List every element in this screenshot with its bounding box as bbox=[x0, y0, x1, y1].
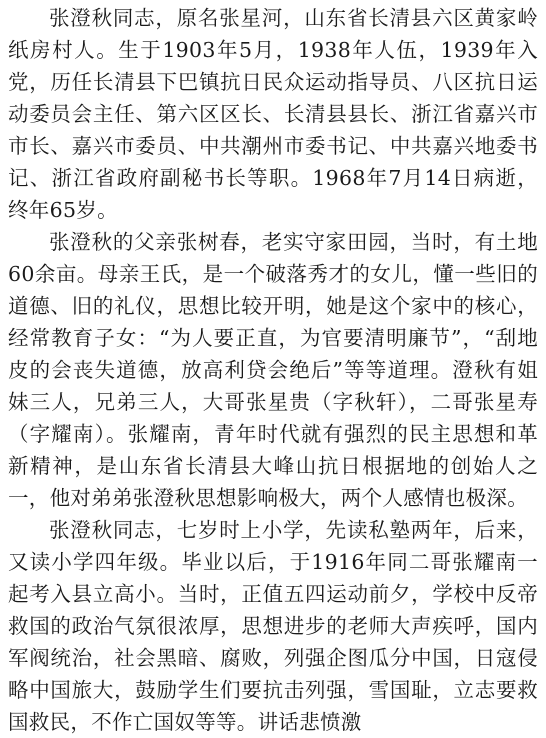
paragraph-family: 张澄秋的父亲张树春，老实守家田园，当时，有土地60余亩。母亲王氏，是一个破落秀才的女儿，懂一些旧的道德、旧的礼仪，思想比较开明，她是这个家中的核心，经常教育子女：“为人要正直，为官要清明廉节”，“刮地皮的会丧失道德，放高利贷会绝后”等等道理。澄秋有姐妹三人，兄弟三人，大哥张星贵（字秋轩），二哥张星寿（字耀南）。张耀南，青年时代就有强烈的民主思想和革新精神，是山东省长清县大峰山抗日根据地的创始人之一，他对弟弟张澄秋思想影响极大，两个人感情也极深。 bbox=[8, 230, 538, 510]
paragraph-education: 张澄秋同志，七岁时上小学，先读私塾两年，后来，又读小学四年级。毕业以后，于1916年同二哥张耀南一起考入县立高小。当时，正值五四运动前夕，学校中反帝救国的政治气氛很浓厚，思想进步的老师大声疾呼，国内军阀统治，社会黑暗、腐败，列强企图瓜分中国，日寇侵略中国旅大，鼓励学生们要抗击列强，雪国耻，立志要救国救民，不作亡国奴等等。讲话悲愤激 bbox=[8, 518, 538, 734]
paragraph-biography: 张澄秋同志，原名张星河，山东省长清县六区黄家岭纸房村人。生于1903年5月，1938年人伍，1939年入党，历任长清县下巴镇抗日民众运动指导员、八区抗日运动委员会主任、第六区区长、长清县县长、浙江省嘉兴市市长、嘉兴市委员、中共潮州市委书记、中共嘉兴地委书记、浙江省政府副秘书长等职。1968年7月14日病逝，终年65岁。 bbox=[8, 6, 538, 222]
document-page bbox=[8, 0, 538, 734]
